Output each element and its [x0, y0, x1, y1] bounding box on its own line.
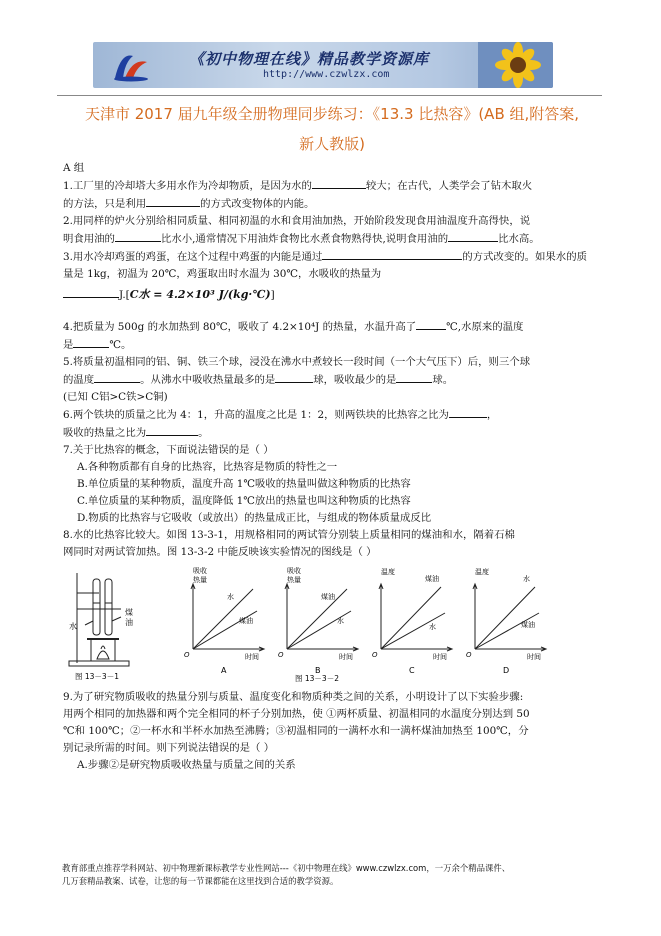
svg-text:温度: 温度: [381, 568, 395, 576]
header-rule: [57, 95, 602, 96]
question-3: 3.用水冷却鸡蛋的鸡蛋，在这个过程中鸡蛋的内能是通过 的方式改变的。如果水的质: [63, 248, 603, 266]
option: A.步骤②是研究物质吸收热量与质量之间的关系: [77, 759, 296, 771]
question-1-cont: 的方法，只是利用 的方式改变物体的内能。: [63, 195, 603, 213]
apparatus-diagram: [69, 573, 129, 666]
sunflower-icon: [478, 42, 553, 88]
answer-blank[interactable]: [416, 318, 446, 330]
specific-heat-formula: C水 = 4.2×10³ J/(kg·℃): [129, 288, 271, 301]
svg-text:A: A: [221, 666, 227, 675]
figure-caption-1: 图 13－3－1: [75, 672, 119, 681]
question-6: 6.两个铁块的质量之比为 4：1，升高的温度之比是 1：2，则两铁块的比热容之比为 ，: [63, 406, 603, 424]
svg-text:O: O: [278, 651, 284, 659]
answer-blank[interactable]: [312, 177, 366, 189]
svg-text:热量: 热量: [287, 576, 301, 584]
graph-c: [372, 567, 452, 675]
svg-text:水: 水: [429, 623, 436, 631]
option: D.物质的比热容与它吸收（或放出）的热量成正比，与组成的物体质量成反比: [77, 512, 432, 524]
figure-caption-2: 图 13－3－2: [295, 674, 339, 683]
svg-text:吸收: 吸收: [193, 567, 207, 575]
banner-title: 《初中物理在线》精品教学资源库: [189, 50, 430, 68]
svg-text:O: O: [466, 651, 472, 659]
question-8: 8.水的比热容比较大。如图 13-3-1，用规格相同的两试管分别装上质量相同的煤油和水，隔着石棉: [63, 529, 515, 541]
footer-line-2: 几万套精品教案、试卷，让您的每一节课都能在这里找到合适的教学资源。: [62, 876, 339, 886]
page-title: [62, 99, 602, 159]
option: C.单位质量的某种物质，温度降低 1℃放出的热量也叫这种物质的比热容: [77, 495, 411, 507]
section-label: A 组: [63, 162, 85, 174]
answer-blank[interactable]: [115, 230, 161, 242]
apparatus-label-kerosene-2: 油: [125, 618, 133, 627]
svg-text:时间: 时间: [339, 653, 353, 661]
svg-text:煤油: 煤油: [425, 575, 439, 583]
answer-blank[interactable]: [146, 195, 200, 207]
worksheet-body: [63, 160, 603, 774]
question-5-note: (已知 C铝>C铁>C铜): [63, 391, 168, 403]
answer-blank[interactable]: [448, 230, 498, 242]
answer-blank[interactable]: [63, 286, 119, 298]
svg-text:热量: 热量: [193, 576, 207, 584]
question-9-cont3: 别记录所需的时间。则下列说法错误的是（ ）: [63, 742, 275, 754]
question-5-cont: 的温度 。从沸水中吸收热量最多的是 球，吸收最少的是 球。: [63, 371, 603, 389]
svg-text:D: D: [503, 666, 510, 675]
answer-blank[interactable]: [275, 371, 313, 383]
apparatus-label-water: 水: [69, 622, 77, 631]
svg-text:C: C: [409, 666, 415, 675]
svg-text:煤油: 煤油: [321, 593, 335, 601]
question-6-cont: 吸收的热量之比为 。: [63, 424, 603, 442]
question-9-cont2: ℃和 100℃；②一杯水和半杯水加热至沸腾；③初温相同的一满杯水和一满杯煤油加热至 100℃，分: [63, 725, 529, 737]
svg-text:O: O: [372, 651, 378, 659]
question-3-cont: 量是 1kg，初温为 20℃，鸡蛋取出时水温为 30℃，水吸收的热量为: [63, 268, 382, 280]
svg-text:温度: 温度: [475, 568, 489, 576]
svg-text:水: 水: [227, 593, 234, 601]
question-5: 5.将质量初温相同的铝、铜、铁三个球，浸没在沸水中煮较长一段时间（一个大气压下）后，则三个球: [63, 356, 531, 368]
svg-text:煤油: 煤油: [239, 617, 253, 625]
answer-blank[interactable]: [449, 406, 487, 418]
svg-text:水: 水: [337, 617, 344, 625]
graph-b: [278, 566, 358, 675]
answer-blank[interactable]: [146, 424, 198, 436]
graph-d: [466, 567, 546, 675]
question-2-cont: 明食用油的 比水小,通常情况下用油炸食物比水煮食物熟得快,说明食用油的 比水高。: [63, 230, 603, 248]
svg-text:煤油: 煤油: [521, 621, 535, 629]
svg-text:时间: 时间: [433, 653, 447, 661]
question-8-cont: 网同时对两试管加热。图 13-3-2 中能反映该实验情况的图线是（ ）: [63, 546, 377, 558]
option: A.各种物质都有自身的比热容，比热容是物质的特性之一: [77, 461, 338, 473]
svg-text:水: 水: [523, 575, 530, 583]
banner-url: http://www.czwlzx.com: [263, 69, 390, 80]
question-9: 9.为了研究物质吸收的热量分别与质量、温度变化和物质种类之间的关系，小明设计了以下实验步骤:: [63, 691, 524, 703]
title-line-2: 新人教版): [299, 135, 365, 153]
figures: [63, 565, 603, 683]
question-1: 1.工厂里的冷却塔大多用水作为冷却物质，是因为水的 较大；在古代，人类学会了钻木取火: [63, 177, 603, 195]
title-line-1: 天津市 2017 届九年级全册物理同步练习：《13.3 比热容》(AB 组,附答案,: [84, 105, 580, 123]
graph-a: [184, 566, 264, 675]
question-4: 4.把质量为 500g 的水加热到 80℃，吸收了 4.2×10⁴J 的热量，水温升高了 ℃,水原来的温度: [63, 318, 603, 336]
question-2: 2.用同样的炉火分别给相同质量、相同初温的水和食用油加热，开始阶段发现食用油温度升高得快，说: [63, 215, 531, 227]
answer-blank[interactable]: [396, 371, 432, 383]
question-9-cont: 用两个相同的加热器和两个完全相同的杯子分别加热，使 ①两杯质量、初温相同的水温度分别达到 50: [63, 708, 530, 720]
svg-text:吸收: 吸收: [287, 567, 301, 575]
option: B.单位质量的某种物质，温度升高 1℃吸收的热量叫做这种物质的比热容: [77, 478, 411, 490]
answer-blank[interactable]: [94, 371, 140, 383]
question-7: 7.关于比热容的概念，下面说法错误的是（ ）: [63, 444, 274, 456]
question-4-cont: 是 ℃。: [63, 336, 603, 354]
footer-line-1: 教育部重点推荐学科网站、初中物理新课标教学专业性网站---《初中物理在线》www.czwlzx.com，一万余个精品课件、: [62, 863, 511, 873]
site-banner: [93, 42, 553, 88]
answer-blank[interactable]: [73, 336, 109, 348]
svg-text:B: B: [315, 666, 321, 675]
apparatus-label-kerosene-1: 煤: [125, 608, 133, 617]
svg-text:时间: 时间: [527, 653, 541, 661]
site-logo-icon: [111, 48, 151, 82]
svg-text:O: O: [184, 651, 190, 659]
page-footer: [62, 862, 602, 888]
svg-text:时间: 时间: [245, 653, 259, 661]
figure-svg: [63, 565, 603, 683]
answer-blank[interactable]: [322, 248, 462, 260]
question-3-cont2: J.[C水 = 4.2×10³ J/(kg·℃)]: [63, 286, 603, 304]
